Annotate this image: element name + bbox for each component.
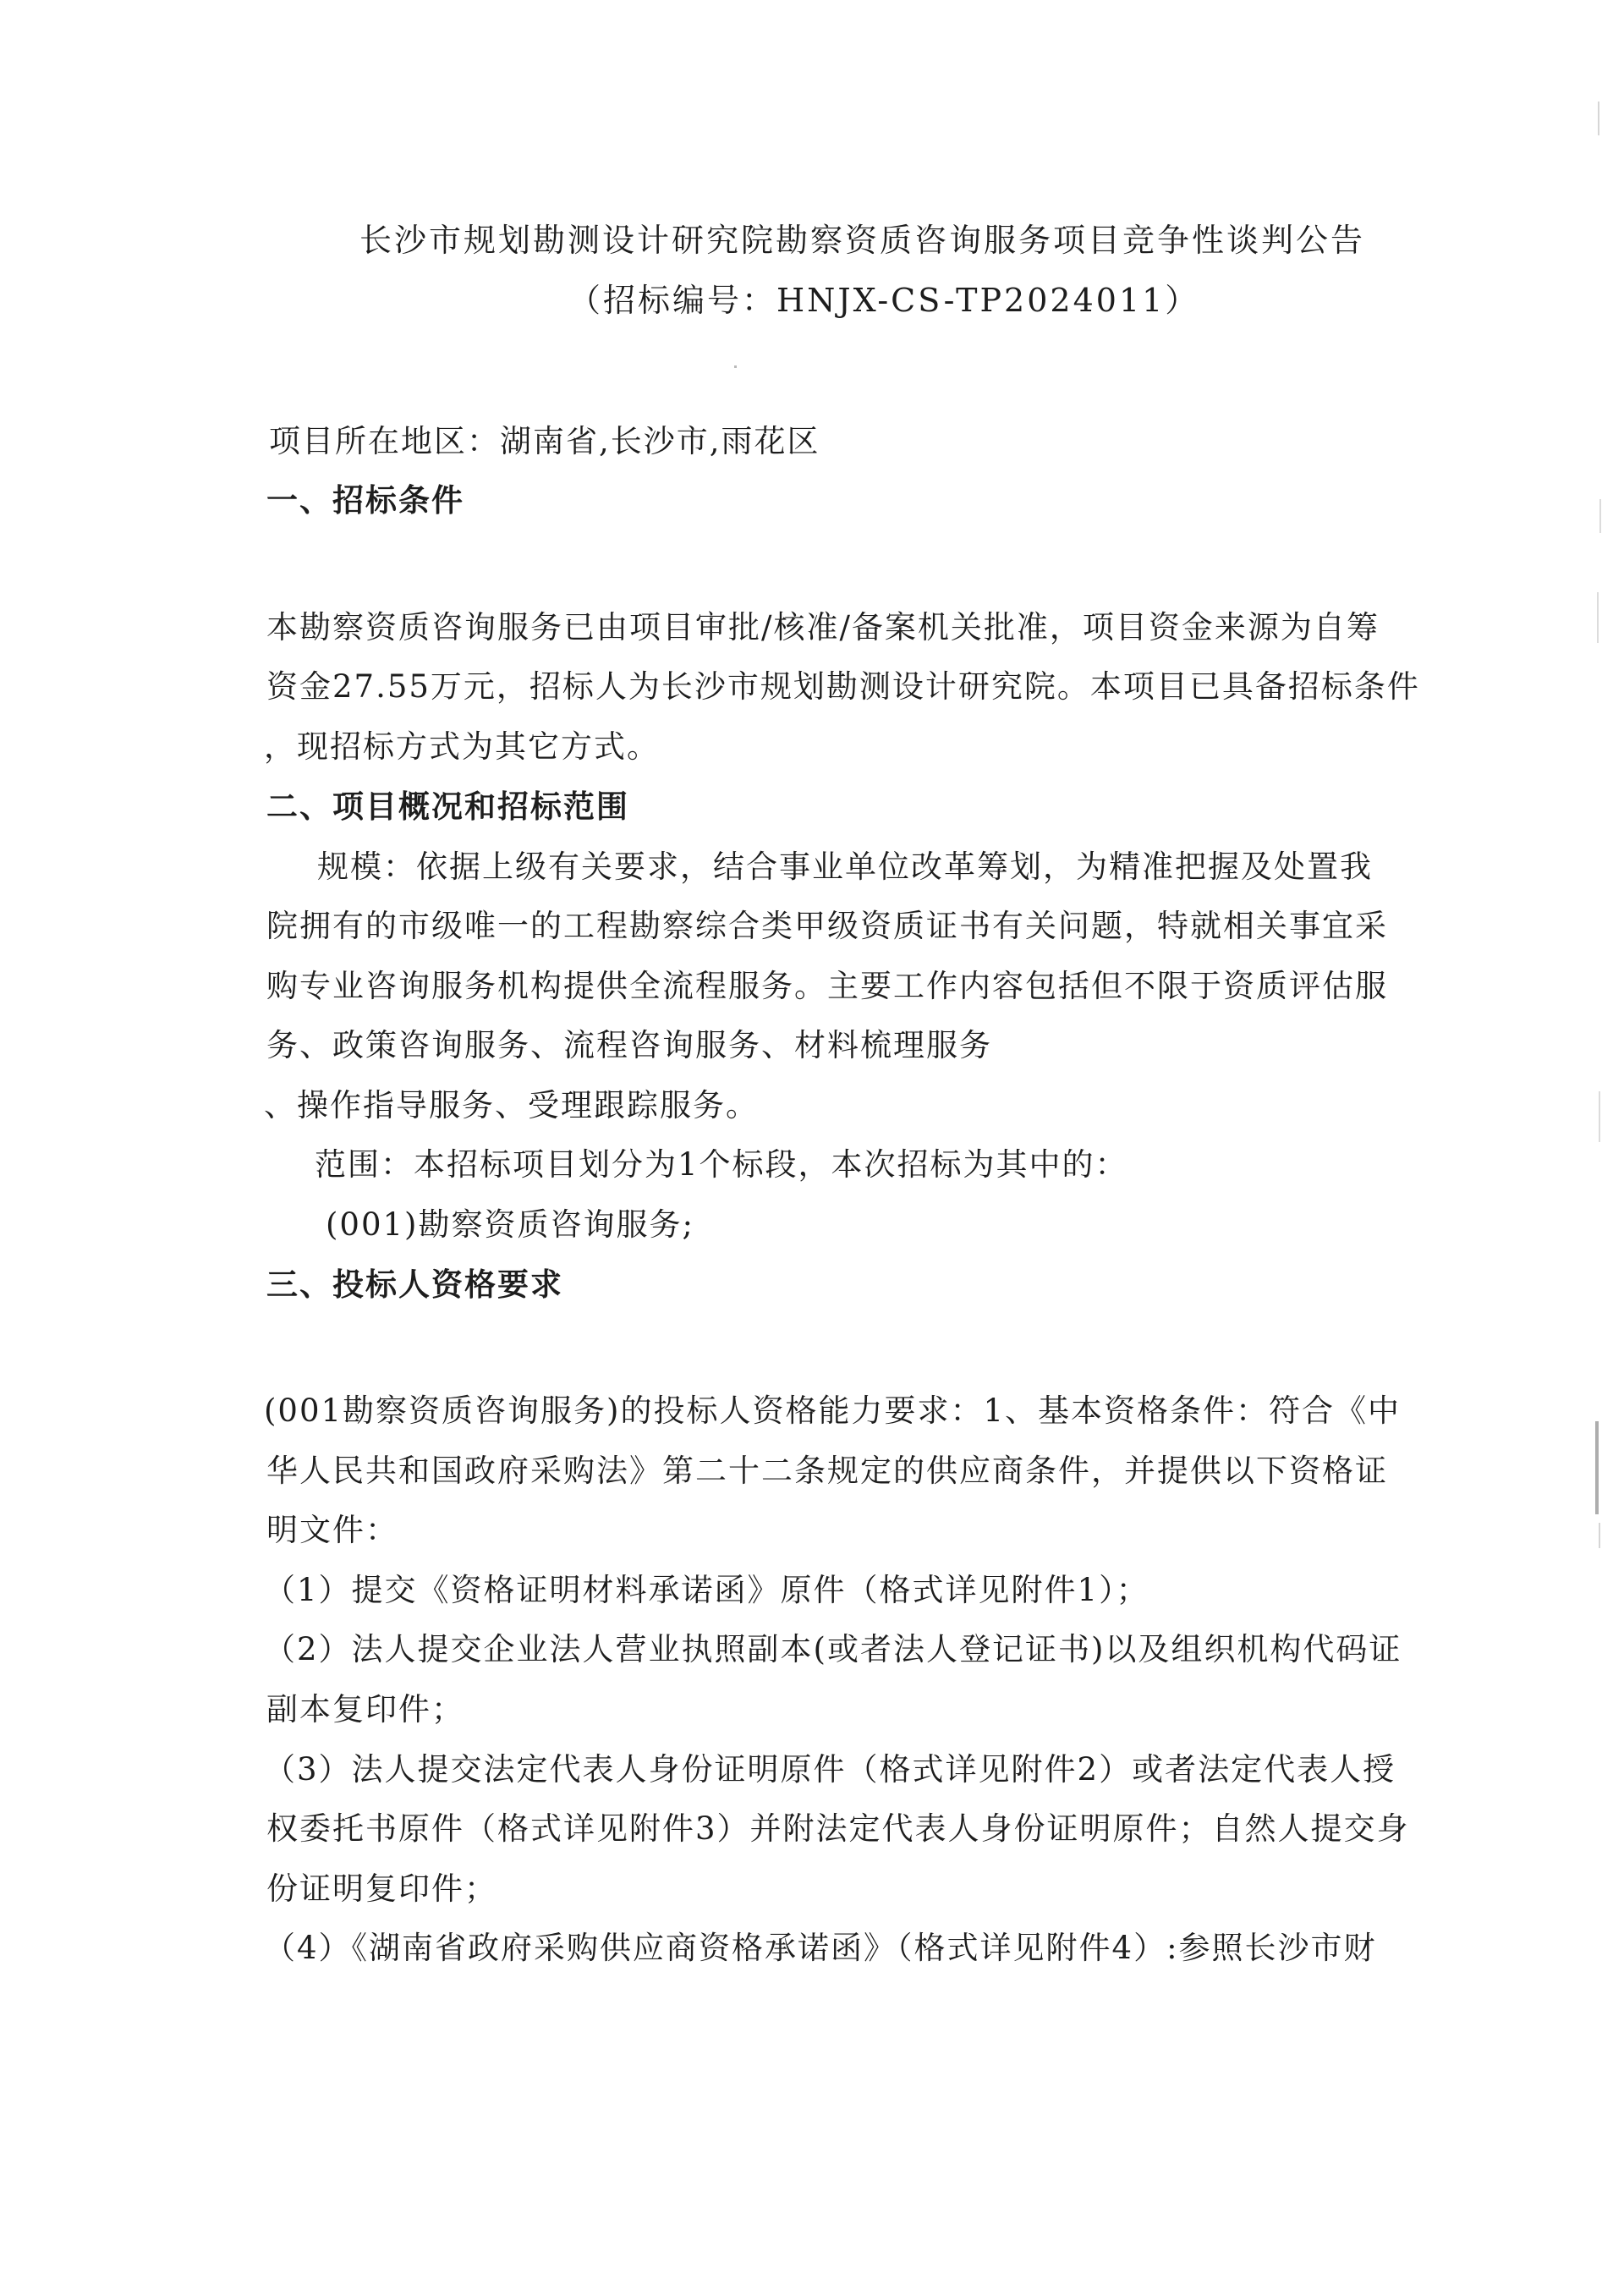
paragraph-line: 明文件： [266, 1512, 398, 1548]
section-heading-tender-conditions: 一、招标条件 [266, 482, 464, 519]
scan-artifact [1595, 1421, 1599, 1514]
paragraph-line: 本勘察资质咨询服务已由项目审批/核准/备案机关批准，项目资金来源为自筹 [266, 609, 1380, 645]
scan-speck [734, 365, 737, 368]
paragraph-line: 院拥有的市级唯一的工程勘察综合类甲级资质证书有关问题，特就相关事宜采 [266, 908, 1388, 944]
paragraph-line: ，现招标方式为其它方式。 [264, 728, 660, 765]
document-title: 长沙市规划勘测设计研究院勘察资质咨询服务项目竞争性谈判公告 [359, 222, 1366, 259]
paragraph-line: (001)勘察资质咨询服务; [326, 1206, 694, 1243]
paragraph-line: （2）法人提交企业法人营业执照副本(或者法人登记证书)以及组织机构代码证 [264, 1631, 1402, 1667]
project-region: 项目所在地区：湖南省,长沙市,雨花区 [269, 423, 820, 459]
paragraph-line: 务、政策咨询服务、流程咨询服务、材料梳理服务 [266, 1027, 992, 1063]
section-heading-project-overview: 二、项目概况和招标范围 [266, 788, 629, 825]
section-heading-bidder-qualification: 三、投标人资格要求 [266, 1266, 563, 1303]
paragraph-line: （3）法人提交法定代表人身份证明原件（格式详见附件2）或者法定代表人授 [264, 1751, 1396, 1788]
paragraph-line: 权委托书原件（格式详见附件3）并附法定代表人身份证明原件；自然人提交身 [266, 1810, 1410, 1847]
paragraph-line: 范围：本招标项目划分为1个标段，本次招标为其中的： [315, 1146, 1128, 1183]
paragraph-line: 资金27.55万元，招标人为长沙市规划勘测设计研究院。本项目已具备招标条件 [266, 668, 1420, 705]
paragraph-line: （1）提交《资格证明材料承诺函》原件（格式详见附件1）； [264, 1572, 1149, 1608]
paragraph-line: (001勘察资质咨询服务)的投标人资格能力要求：1、基本资格条件：符合《中 [264, 1392, 1402, 1429]
scan-artifact [1599, 499, 1601, 533]
scan-artifact [1597, 592, 1599, 643]
paragraph-line: （4）《湖南省政府采购供应商资格承诺函》（格式详见附件4）:参照长沙市财 [264, 1930, 1377, 1966]
tender-code: （招标编号：HNJX-CS-TP2024011） [568, 282, 1200, 319]
paragraph-line: 副本复印件； [266, 1691, 464, 1727]
paragraph-line: 购专业咨询服务机构提供全流程服务。主要工作内容包括但不限于资质评估服 [266, 968, 1388, 1004]
scan-artifact [1599, 1523, 1600, 1548]
paragraph-line: 、操作指导服务、受理跟踪服务。 [264, 1087, 759, 1123]
paragraph-line: 规模：依据上级有关要求，结合事业单位改革筹划，为精准把握及处置我 [317, 849, 1373, 885]
paragraph-line: 华人民共和国政府采购法》第二十二条规定的供应商条件，并提供以下资格证 [266, 1453, 1388, 1489]
scan-artifact [1598, 102, 1599, 135]
paragraph-line: 份证明复印件； [266, 1870, 497, 1907]
scan-artifact [1599, 1091, 1600, 1142]
